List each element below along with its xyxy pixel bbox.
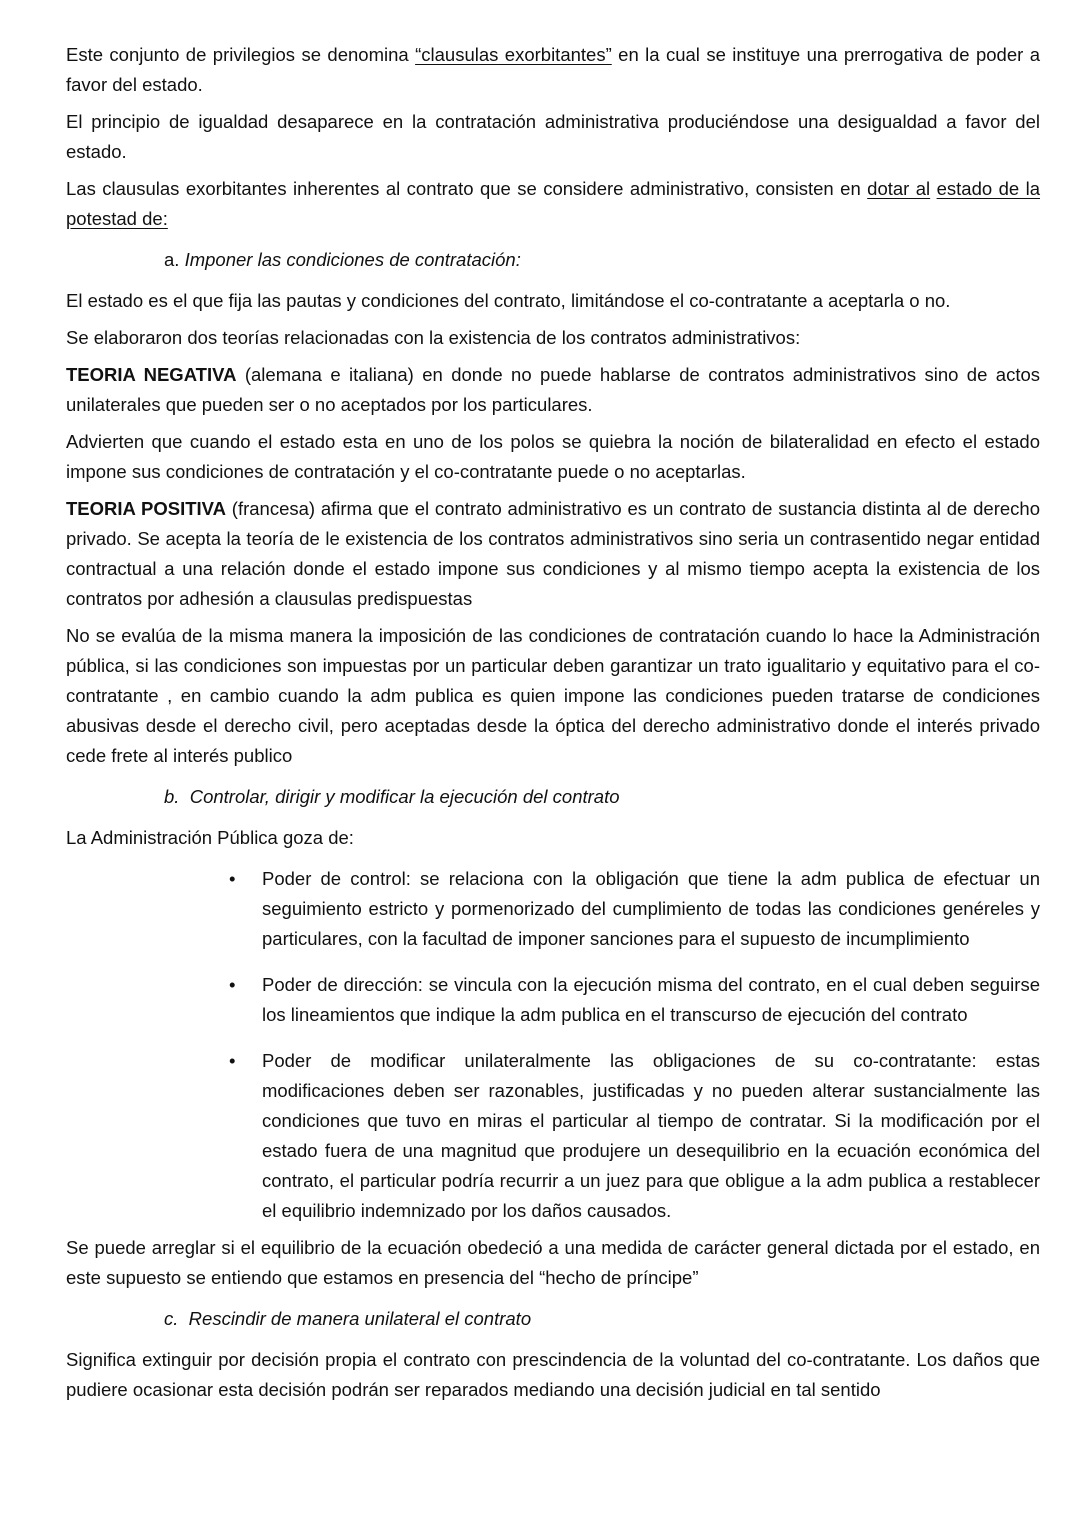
text-run: (alemana e italiana) en donde no puede hablarse de contratos administrativos sino de actos unilaterales que pueden ser o no aceptados por los particulares. [66, 364, 1041, 415]
paragraph-estado-fija: El estado es el que fija las pautas y condiciones del contrato, limitándose el co-contratante a aceptarla o no. [66, 290, 951, 311]
paragraph-no-se-evalua: No se evalúa de la misma manera la imposición de las condiciones de contratación cuando lo hace la Administración pública, si las condiciones son impuestas por un particular deben garantizar un trato igualitario y equitativo para el co-contratante , en cambio cuando la adm publica es quien impone las condiciones pueden tratarse de condiciones abusivas desde el derecho civil, pero aceptadas desde la óptica del derecho administrativo donde el interés privado cede frete al interés publico [66, 625, 1040, 766]
paragraph-teoria-positiva [66, 494, 1040, 614]
text-run: (francesa) afirma que el contrato administrativo es un contrato de sustancia distinta al de derecho privado. Se acepta la teoría de le existencia de los contratos administrativos sino seria un contrasentido negar entidad contractual a una relación donde el estado impone sus condiciones y al mismo tiempo acepta la existencia de los contratos por adhesión a clausulas predispuestas [66, 498, 1040, 609]
bold-term: TEORIA NEGATIVA [66, 364, 237, 385]
section-marker: c. [164, 1308, 179, 1329]
section-title: Controlar, dirigir y modificar la ejecución del contrato [189, 786, 620, 807]
text-run: Este conjunto de privilegios se denomina [66, 44, 416, 65]
paragraph-teoria-negativa [66, 360, 1040, 420]
paragraph-adm-goza: La Administración Pública goza de: [66, 827, 354, 848]
bold-term: TEORIA POSITIVA [66, 498, 226, 519]
bullet-icon: • [229, 974, 236, 995]
section-heading-a [164, 245, 1040, 275]
text-run: Las clausulas exorbitantes inherentes al contrato que se considere administrativo, consisten en [66, 178, 868, 199]
list-item-text: Poder de modificar unilateralmente las obligaciones de su co-contratante: estas modificaciones deben ser razonables, justificadas y no pueden alterar sustancialmente las condiciones que tuvo en miras el particular al tiempo de contratar. Si la modificación por el estado fuera de una magnitud que produjere un desequilibrio en la ecuación económica del contrato, el particular podría recurrir a un juez para que obligue a la adm publica a restablecer el equilibrio indemnizado por los daños causados. [262, 1050, 1040, 1221]
paragraph-principio-igualdad: El principio de igualdad desaparece en la contratación administrativa produciéndose una desigualdad a favor del estado. [66, 111, 1040, 162]
section-marker: b. [164, 786, 180, 807]
paragraph-significa-extinguir: Significa extinguir por decisión propia el contrato con prescindencia de la voluntad del co-contratante. Los daños que pudiere ocasionar esta decisión podrán ser reparados mediando una decisión judicial en tal sentido [66, 1349, 1040, 1400]
document-page [66, 40, 1040, 1412]
underlined-term: “clausulas exorbitantes” [415, 44, 612, 65]
list-item-text: Poder de control: se relaciona con la obligación que tiene la adm publica de efectuar un seguimiento estricto y pormenorizado del cumplimiento de todas las condiciones genéreles y particulares, con la facultad de imponer sanciones para el supuesto de incumplimiento [262, 868, 1040, 949]
section-title: Imponer las condiciones de contratación: [184, 249, 521, 270]
list-item-text: Poder de dirección: se vincula con la ejecución misma del contrato, en el cual deben seguirse los lineamientos que indique la adm publica en el transcurso de ejecución del contrato [262, 974, 1040, 1025]
paragraph-clausulas-exorbitantes [66, 40, 1040, 100]
list-item [229, 1046, 1040, 1226]
bullet-icon: • [229, 1050, 236, 1071]
powers-list [66, 864, 1040, 1226]
underlined-phrase: estado de la potestad de: [66, 178, 1040, 229]
paragraph-hecho-de-principe: Se puede arreglar si el equilibrio de la ecuación obedeció a una medida de carácter general dictada por el estado, en este supuesto se entiendo que estamos en presencia del “hecho de príncipe” [66, 1237, 1040, 1288]
section-marker: a. [164, 249, 180, 270]
list-item [229, 970, 1040, 1030]
section-title: Rescindir de manera unilateral el contrato [188, 1308, 532, 1329]
bullet-icon: • [229, 868, 236, 889]
paragraph-advierten: Advierten que cuando el estado esta en uno de los polos se quiebra la noción de bilateralidad en efecto el estado impone sus condiciones de contratación y el co-contratante puede o no aceptarlas. [66, 431, 1040, 482]
text-run: en la cual se instituye una prerrogativa de poder a favor del estado. [66, 44, 1040, 95]
list-item [229, 864, 1040, 954]
section-heading-b [164, 782, 1040, 812]
section-heading-c [164, 1304, 1040, 1334]
underlined-phrase: dotar al [867, 178, 931, 199]
paragraph-potestad [66, 174, 1040, 234]
paragraph-dos-teorias: Se elaboraron dos teorías relacionadas con la existencia de los contratos administrativos: [66, 327, 801, 348]
